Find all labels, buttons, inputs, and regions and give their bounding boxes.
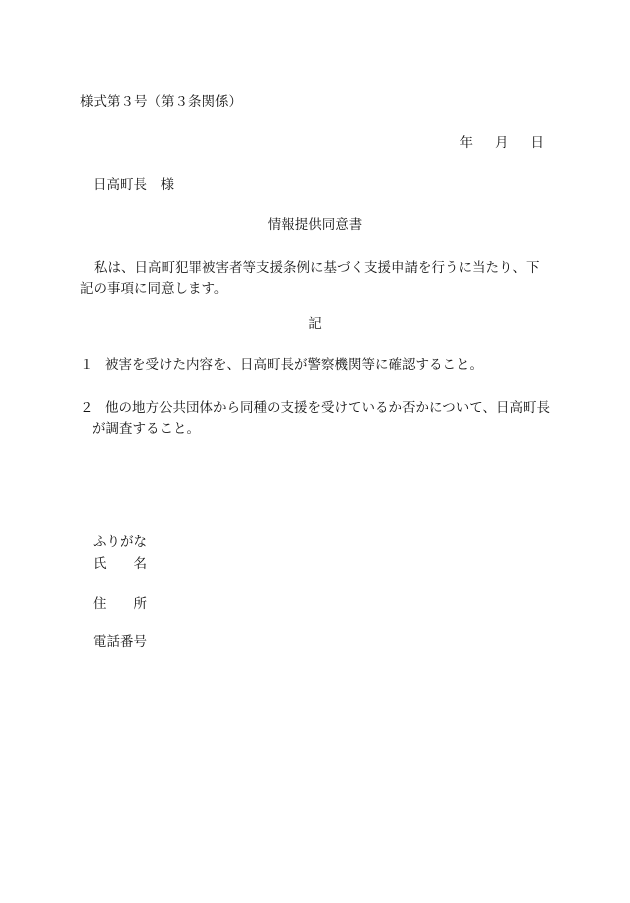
item-number: ２ [80, 400, 94, 416]
name-label-char1: 氏 [93, 556, 107, 572]
date-month-label: 月 [495, 135, 509, 151]
consent-item [80, 355, 550, 376]
form-number: 様式第３号（第３条関係） [80, 94, 242, 110]
ki-heading: 記 [308, 316, 322, 332]
address-label-char1: 住 [93, 596, 107, 612]
name-label-char2: 名 [133, 556, 147, 572]
consent-item [80, 398, 550, 440]
document-title: 情報提供同意書 [267, 217, 363, 233]
item-text-line2: が調査すること。 [92, 421, 200, 437]
consent-statement: 私は、日高町犯罪被害者等支援条例に基づく支援申請を行うに当たり、下記の事項に同意します。 [80, 260, 540, 297]
item-number: １ [80, 357, 94, 373]
name-label [93, 558, 147, 572]
date-line [460, 137, 545, 151]
phone-label: 電話番号 [93, 634, 147, 650]
item-text-line1: 他の地方公共団体から同種の支援を受けているか否かについて、日高町長 [105, 400, 550, 416]
date-year-label: 年 [459, 135, 473, 151]
date-day-label: 日 [530, 135, 544, 151]
address-label-char2: 所 [133, 596, 147, 612]
item-text: 被害を受けた内容を、日高町長が警察機関等に確認すること。 [105, 357, 483, 373]
addressee: 日高町長 様 [93, 177, 174, 193]
furigana-label: ふりがな [93, 534, 147, 550]
address-label [93, 598, 147, 612]
